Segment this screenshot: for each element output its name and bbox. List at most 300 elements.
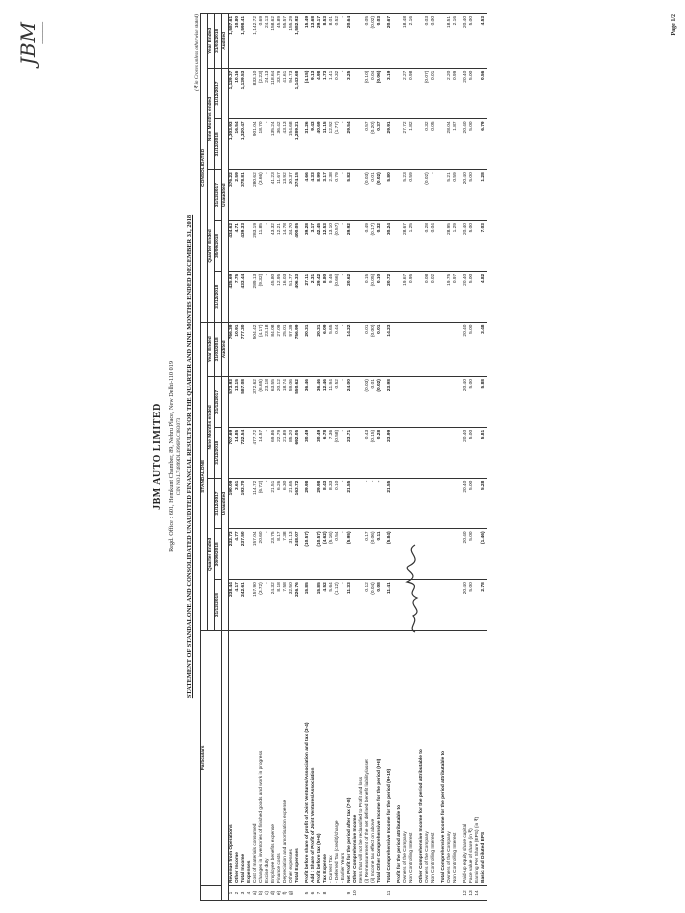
row-value: 1,303.93 bbox=[229, 119, 236, 170]
row-value: 901.04 bbox=[253, 119, 259, 170]
row-value: 21.55 bbox=[387, 478, 393, 529]
row-particular: Excise duty bbox=[265, 631, 271, 886]
row-value: 3.48 bbox=[481, 322, 487, 377]
row-value: 0.54 bbox=[335, 529, 341, 580]
row-particular: Expenses bbox=[247, 631, 253, 886]
row-value: 0.69 bbox=[259, 14, 265, 69]
row-value: (0.06) bbox=[377, 68, 383, 119]
row-value: 4.77 bbox=[235, 529, 241, 580]
row-serial: 9 bbox=[347, 886, 353, 901]
row-value: (5.16) bbox=[329, 529, 335, 580]
row-value: 9.43 bbox=[311, 119, 317, 170]
sa-quarter-header: Quarter Ended bbox=[208, 478, 215, 630]
row-serial: g) bbox=[289, 886, 295, 901]
date-header: 31/12/2017 bbox=[215, 478, 222, 529]
row-particular: Other Income bbox=[235, 631, 241, 886]
row-value: 3.17 bbox=[323, 170, 329, 221]
row-value: 1,582.92 bbox=[295, 14, 301, 69]
row-value: 10.80 bbox=[235, 14, 241, 69]
row-value: (0.03) bbox=[365, 170, 371, 221]
row-value: (3.66) bbox=[259, 170, 265, 221]
row-value: 5.00 bbox=[469, 427, 475, 478]
row-value: - bbox=[365, 478, 371, 529]
logo-text: JBM bbox=[16, 22, 40, 66]
row-value: 135.24 bbox=[271, 119, 277, 170]
row-value: - bbox=[341, 580, 347, 631]
row-value: 5.00 bbox=[469, 271, 475, 322]
row-value: 13.10 bbox=[329, 221, 335, 272]
row-value: 43.13 bbox=[283, 119, 289, 170]
row-value: 1,139.53 bbox=[241, 68, 247, 119]
row-serial: 7 bbox=[317, 886, 323, 901]
date-header: 30/09/2018 bbox=[215, 529, 222, 580]
row-value: 0.05 bbox=[431, 119, 437, 170]
row-value: 29.98 bbox=[305, 478, 311, 529]
row-serial: 8 bbox=[323, 886, 329, 901]
row-value: 0.15 bbox=[365, 271, 371, 322]
row-value: 190.09 bbox=[229, 478, 236, 529]
row-value: 8.17 bbox=[277, 529, 283, 580]
row-value: 30.49 bbox=[305, 427, 311, 478]
row-value: 2.31 bbox=[311, 271, 317, 322]
row-particular: Cost of materials consumed bbox=[253, 631, 259, 886]
row-value: 6.79 bbox=[481, 119, 487, 170]
row-value: (0.17) bbox=[371, 221, 377, 272]
row-value: 157.04 bbox=[253, 529, 259, 580]
row-value: 193.70 bbox=[241, 478, 247, 529]
row-value: 0.43 bbox=[365, 427, 371, 478]
row-value: 23.18 bbox=[265, 377, 271, 428]
row-value: 28.67 bbox=[403, 221, 409, 272]
row-value: 20.40 bbox=[463, 271, 469, 322]
row-value: 433.44 bbox=[241, 271, 247, 322]
row-value: 2.59 bbox=[235, 170, 241, 221]
row-value: 237.50 bbox=[241, 529, 247, 580]
row-value: 45.89 bbox=[277, 14, 283, 69]
row-value: 114.72 bbox=[253, 478, 259, 529]
row-value: 1,587.61 bbox=[229, 14, 236, 69]
row-value: 27.09 bbox=[277, 322, 283, 377]
row-value: 8.18 bbox=[277, 580, 283, 631]
row-value: 587.08 bbox=[241, 377, 247, 428]
row-value: 0.01 bbox=[431, 68, 437, 119]
row-value: 7.36 bbox=[329, 427, 335, 478]
row-value: 289.13 bbox=[253, 271, 259, 322]
row-value: 280.62 bbox=[253, 170, 259, 221]
cin-number: CIN NO.L74899DL1996PLC083073 bbox=[176, 417, 182, 496]
row-value: (1.46) bbox=[481, 529, 487, 580]
row-value: 14.23 bbox=[387, 322, 393, 377]
row-value: 4.82 bbox=[481, 271, 487, 322]
row-value: 14.85 bbox=[235, 427, 241, 478]
row-value: - bbox=[265, 170, 271, 221]
row-value: 3.19 bbox=[387, 68, 393, 119]
sa-unaudited: Unaudited bbox=[222, 377, 229, 631]
row-particular: Face value of share (in ₹) bbox=[469, 631, 475, 886]
row-value: 20.64 bbox=[347, 14, 353, 69]
row-value: 707.69 bbox=[229, 427, 236, 478]
row-serial: 11 bbox=[387, 886, 393, 901]
row-particular: Profit before tax (5+6) bbox=[317, 631, 323, 886]
row-value: 5.80 bbox=[387, 170, 393, 221]
row-value: 20.40 bbox=[463, 377, 469, 428]
row-value: (1.77) bbox=[335, 119, 341, 170]
row-value: - bbox=[265, 271, 271, 322]
row-value: 6.09 bbox=[323, 322, 329, 377]
row-value: 11.33 bbox=[347, 580, 353, 631]
row-value: 550.62 bbox=[295, 377, 301, 428]
row-serial: f) bbox=[283, 886, 289, 901]
row-value: 400.05 bbox=[295, 221, 301, 272]
row-value: 0.32 bbox=[335, 68, 341, 119]
row-value: - bbox=[265, 221, 271, 272]
signature bbox=[395, 540, 435, 640]
row-value: 2.38 bbox=[329, 170, 335, 221]
row-value: (0.10) bbox=[365, 68, 371, 119]
row-value: 376.22 bbox=[229, 170, 236, 221]
cn-unaudited: Unaudited bbox=[222, 68, 229, 322]
row-value: (0.57) bbox=[335, 221, 341, 272]
row-value: 16.03 bbox=[283, 271, 289, 322]
row-value: (0.00) bbox=[371, 322, 377, 377]
row-value: 2.20 bbox=[447, 68, 453, 119]
row-value: 0.37 bbox=[377, 119, 383, 170]
row-value: 20.40 bbox=[463, 322, 469, 377]
row-value: 5.00 bbox=[469, 580, 475, 631]
row-serial: 13 bbox=[469, 886, 475, 901]
row-value: - bbox=[265, 119, 271, 170]
row-value: 8.01 bbox=[329, 14, 335, 69]
row-value: 5.00 bbox=[469, 529, 475, 580]
row-value: 63.55 bbox=[271, 377, 277, 428]
row-value: 7.03 bbox=[481, 221, 487, 272]
row-value: 18.48 bbox=[403, 14, 409, 69]
row-value: 5.00 bbox=[469, 377, 475, 428]
row-value: 59.06 bbox=[289, 377, 295, 428]
row-value: 8.53 bbox=[323, 14, 329, 69]
row-value: 0.11 bbox=[377, 529, 383, 580]
row-value: 157.90 bbox=[253, 580, 259, 631]
row-value: 20.40 bbox=[463, 580, 469, 631]
row-value: 0.99 bbox=[453, 68, 459, 119]
row-particular: Depreciation and amortisation expense bbox=[283, 631, 289, 886]
row-value: 766.39 bbox=[229, 322, 236, 377]
particulars-header: Particulars bbox=[201, 631, 222, 886]
row-particular: Non Controlling Interest bbox=[431, 631, 437, 886]
row-particular: Revenue from Operations bbox=[229, 631, 236, 886]
row-serial: 1 bbox=[229, 886, 236, 901]
row-value: (1.12) bbox=[335, 580, 341, 631]
date-header: 31/12/2017 bbox=[215, 377, 222, 428]
row-value: 477.72 bbox=[253, 427, 259, 478]
row-value: 439.33 bbox=[241, 221, 247, 272]
row-value: 20.60 bbox=[259, 529, 265, 580]
row-value: 29.54 bbox=[347, 119, 353, 170]
row-value: 0.17 bbox=[365, 529, 371, 580]
row-particular: Other Comprehensive Income for the period attributable to bbox=[419, 631, 425, 886]
row-particular: Owners of the Company bbox=[425, 631, 431, 886]
row-particular: (i) Remeasurement of the net defined benefit liability/asset bbox=[365, 631, 371, 886]
row-serial: 4 bbox=[247, 886, 253, 901]
row-value: 14.57 bbox=[259, 427, 265, 478]
row-value: - bbox=[265, 427, 271, 478]
row-value: (0.02) bbox=[377, 170, 383, 221]
cn-quarter-header: Quarter Ended bbox=[208, 170, 215, 322]
row-value: - bbox=[341, 14, 347, 69]
row-value: 27.72 bbox=[403, 119, 409, 170]
row-value: (2.23) bbox=[259, 68, 265, 119]
cn-year-header: Year Ended bbox=[208, 14, 215, 69]
row-value: 29.17 bbox=[317, 14, 323, 69]
row-value: - bbox=[371, 478, 377, 529]
row-serial: c) bbox=[265, 886, 271, 901]
date-header: 31/12/2017 bbox=[215, 68, 222, 119]
row-value: 12.95 bbox=[277, 271, 283, 322]
row-value: 5.65 bbox=[329, 322, 335, 377]
row-value: 1.28 bbox=[481, 170, 487, 221]
row-value: 0.98 bbox=[409, 68, 415, 119]
row-value: 36.46 bbox=[305, 377, 311, 428]
row-value: 29.92 bbox=[347, 221, 353, 272]
row-value: 8.33 bbox=[329, 478, 335, 529]
row-value: - bbox=[341, 377, 347, 428]
row-value: 55.57 bbox=[283, 14, 289, 69]
row-value: 0.04 bbox=[371, 68, 377, 119]
row-value: 372.62 bbox=[253, 377, 259, 428]
row-value: 24.00 bbox=[347, 377, 353, 428]
row-value: (0.05) bbox=[371, 271, 377, 322]
row-value: 283.19 bbox=[253, 221, 259, 272]
row-value: 6.30 bbox=[283, 478, 289, 529]
row-value: (0.06) bbox=[371, 529, 377, 580]
row-value: 0.01 bbox=[371, 170, 377, 221]
row-value: 10.91 bbox=[235, 322, 241, 377]
row-value: 21.65 bbox=[289, 478, 295, 529]
row-value: 24.32 bbox=[271, 580, 277, 631]
row-value: 1,129.37 bbox=[229, 68, 236, 119]
row-value: 12.53 bbox=[323, 221, 329, 272]
row-value: (0.58) bbox=[335, 427, 341, 478]
row-value: (0.03) bbox=[365, 377, 371, 428]
row-value: 25.01 bbox=[283, 322, 289, 377]
row-value: 6.26 bbox=[277, 478, 283, 529]
row-value: (5.84) bbox=[387, 529, 393, 580]
row-value: 0.32 bbox=[425, 119, 431, 170]
row-value: 4.52 bbox=[323, 580, 329, 631]
row-value: 14.78 bbox=[283, 221, 289, 272]
row-value: 0.52 bbox=[335, 377, 341, 428]
date-header: 31/03/2018 bbox=[215, 322, 222, 377]
row-value: 41.23 bbox=[271, 170, 277, 221]
row-value: 29.98 bbox=[317, 478, 323, 529]
row-particular: Basic and Diluted EPS bbox=[481, 631, 487, 886]
row-value: 19.67 bbox=[403, 271, 409, 322]
row-particular: Add : Share of Profit of Joint Ventures/Association bbox=[311, 631, 317, 886]
row-value: 7.58 bbox=[283, 580, 289, 631]
row-particular: Total Expenses bbox=[295, 631, 301, 886]
row-value: 2.16 bbox=[409, 14, 415, 69]
row-value: 28.04 bbox=[447, 119, 453, 170]
row-value: 5.00 bbox=[469, 478, 475, 529]
row-value: 0.08 bbox=[425, 271, 431, 322]
row-value: 0.59 bbox=[453, 170, 459, 221]
row-value: 23.98 bbox=[387, 377, 393, 428]
row-value: 118.64 bbox=[271, 68, 277, 119]
row-value: 777.30 bbox=[241, 322, 247, 377]
row-value: 20.40 bbox=[463, 529, 469, 580]
row-particular: Owners of the Company bbox=[403, 631, 409, 886]
row-particular: Finance costs bbox=[277, 631, 283, 886]
row-value: 1,289.21 bbox=[295, 119, 301, 170]
row-particular: Tax Expense bbox=[323, 631, 329, 886]
row-value: 5.28 bbox=[481, 478, 487, 529]
row-value: 13.92 bbox=[283, 170, 289, 221]
row-value: - bbox=[341, 221, 347, 272]
row-value: 8.80 bbox=[323, 271, 329, 322]
row-value: 11.41 bbox=[387, 580, 393, 631]
row-value: 722.54 bbox=[241, 427, 247, 478]
row-value: 0.10 bbox=[335, 478, 341, 529]
row-value: 18.51 bbox=[447, 14, 453, 69]
row-value: 0.28 bbox=[377, 427, 383, 478]
row-value: 406.33 bbox=[295, 271, 301, 322]
row-value: 3.25 bbox=[347, 68, 353, 119]
row-value: 5.23 bbox=[403, 170, 409, 221]
date-header: 31/03/2018 bbox=[215, 14, 222, 69]
row-value: 3.61 bbox=[235, 478, 241, 529]
row-value: 5.00 bbox=[469, 68, 475, 119]
row-value: 41.61 bbox=[283, 68, 289, 119]
row-value: 226.76 bbox=[295, 580, 301, 631]
row-value: - bbox=[341, 170, 347, 221]
row-value: 1.41 bbox=[329, 68, 335, 119]
row-value: 232.73 bbox=[229, 529, 236, 580]
row-value: 0.10 bbox=[377, 271, 383, 322]
statement-title: STATEMENT OF STANDALONE AND CONSOLIDATED UNAUDITED FINANCIAL RESULTS FOR THE QUARTER AND NINE MONTHS ENDED DECEMBER 31, 2018 bbox=[186, 214, 193, 699]
row-particular: - Deferred Tax (credit)/charge bbox=[335, 631, 341, 886]
row-serial: 5 bbox=[305, 886, 311, 901]
row-value: 1,320.47 bbox=[241, 119, 247, 170]
row-value: (0.02) bbox=[377, 377, 383, 428]
row-value: 21.55 bbox=[347, 478, 353, 529]
row-value: 11.94 bbox=[329, 377, 335, 428]
row-value: - bbox=[341, 119, 347, 170]
row-serial bbox=[481, 886, 487, 901]
row-value: 6.78 bbox=[323, 427, 329, 478]
row-value: 20.31 bbox=[305, 322, 311, 377]
row-value: (0.20) bbox=[371, 119, 377, 170]
row-value: 0.95 bbox=[409, 271, 415, 322]
row-value: 84.08 bbox=[271, 322, 277, 377]
row-value: - bbox=[431, 170, 437, 221]
row-value: 1.73 bbox=[323, 68, 329, 119]
row-value: 29.91 bbox=[387, 119, 393, 170]
row-value: 85.20 bbox=[289, 427, 295, 478]
row-value: 20.62 bbox=[347, 271, 353, 322]
row-value: 0.49 bbox=[365, 221, 371, 272]
row-particular: Total Comprehensive Income for the period attributable to bbox=[441, 631, 447, 886]
row-value: 4.66 bbox=[305, 170, 311, 221]
row-particular: Total Comprehensive Income for the period (9+10) bbox=[387, 631, 393, 886]
date-header: 31/12/2018 bbox=[215, 271, 222, 322]
row-particular: Total Other Comprehensive Income for the period (I+II) bbox=[377, 631, 383, 886]
date-header: 31/12/2018 bbox=[215, 580, 222, 631]
date-header: 31/12/2018 bbox=[215, 427, 222, 478]
row-value: 11.15 bbox=[323, 119, 329, 170]
row-value: 16.54 bbox=[235, 119, 241, 170]
row-value: 0.57 bbox=[365, 119, 371, 170]
row-value: 42.45 bbox=[317, 221, 323, 272]
row-value: 4.53 bbox=[481, 14, 487, 69]
row-value: 4.98 bbox=[317, 68, 323, 119]
row-serial: b) bbox=[259, 886, 265, 901]
row-value: 1.25 bbox=[409, 221, 415, 272]
row-value: 0.56 bbox=[481, 68, 487, 119]
row-value: 9.13 bbox=[311, 68, 317, 119]
row-value: 5.64 bbox=[329, 580, 335, 631]
row-value: (10.57) bbox=[317, 529, 323, 580]
row-particular: Other expenses bbox=[289, 631, 295, 886]
row-value: 0.44 bbox=[335, 322, 341, 377]
row-value: 23.18 bbox=[265, 322, 271, 377]
row-value: 5.81 bbox=[481, 427, 487, 478]
row-value: 20.12 bbox=[277, 377, 283, 428]
row-value: 19.75 bbox=[447, 271, 453, 322]
row-value: 4.33 bbox=[311, 170, 317, 221]
row-value: 43.32 bbox=[271, 221, 277, 272]
registered-office: Regd. Office : 601, Hemkunt Chamber, 89, Nehru Place, New Delhi-110 019 bbox=[168, 361, 175, 552]
row-value: 28.95 bbox=[447, 221, 453, 272]
row-value: 4.71 bbox=[235, 221, 241, 272]
row-value: 30.24 bbox=[387, 221, 393, 272]
row-value: 31.26 bbox=[305, 119, 311, 170]
row-value: 0.59 bbox=[409, 170, 415, 221]
row-particular: Non Controlling Interest bbox=[453, 631, 459, 886]
row-value: 0.05 bbox=[365, 14, 371, 69]
row-value: 11.85 bbox=[259, 221, 265, 272]
row-value: 0.79 bbox=[335, 170, 341, 221]
row-value: 434.62 bbox=[229, 221, 236, 272]
row-value: 1.29 bbox=[453, 221, 459, 272]
row-value: 1,598.41 bbox=[241, 14, 247, 69]
row-value: (4.15) bbox=[305, 68, 311, 119]
row-value: 14.22 bbox=[347, 322, 353, 377]
sr-header bbox=[201, 886, 222, 901]
row-value: 163.72 bbox=[295, 478, 301, 529]
row-value: 5.00 bbox=[469, 14, 475, 69]
row-value: 18.74 bbox=[283, 377, 289, 428]
row-value: 15.49 bbox=[305, 14, 311, 69]
row-particular: Total Income bbox=[241, 631, 247, 886]
row-value: (0.15) bbox=[371, 427, 377, 478]
row-value: 3.17 bbox=[311, 221, 317, 272]
row-value: 425.69 bbox=[229, 271, 236, 322]
row-value: 238.44 bbox=[229, 580, 236, 631]
row-value: 4.17 bbox=[235, 580, 241, 631]
row-value: (3.72) bbox=[259, 580, 265, 631]
row-value: 2.16 bbox=[453, 14, 459, 69]
row-serial: 2 bbox=[235, 886, 241, 901]
row-particular: Other Comprehensive Income bbox=[353, 631, 359, 886]
row-value: 573.93 bbox=[229, 377, 236, 428]
row-value: 31.13 bbox=[289, 529, 295, 580]
row-value: 7.75 bbox=[235, 271, 241, 322]
row-value: 13.68 bbox=[311, 14, 317, 69]
row-value: 0.01 bbox=[371, 377, 377, 428]
row-value: 1,142.72 bbox=[253, 14, 259, 69]
row-value: (4.62) bbox=[323, 529, 329, 580]
row-value: 51.77 bbox=[289, 271, 295, 322]
